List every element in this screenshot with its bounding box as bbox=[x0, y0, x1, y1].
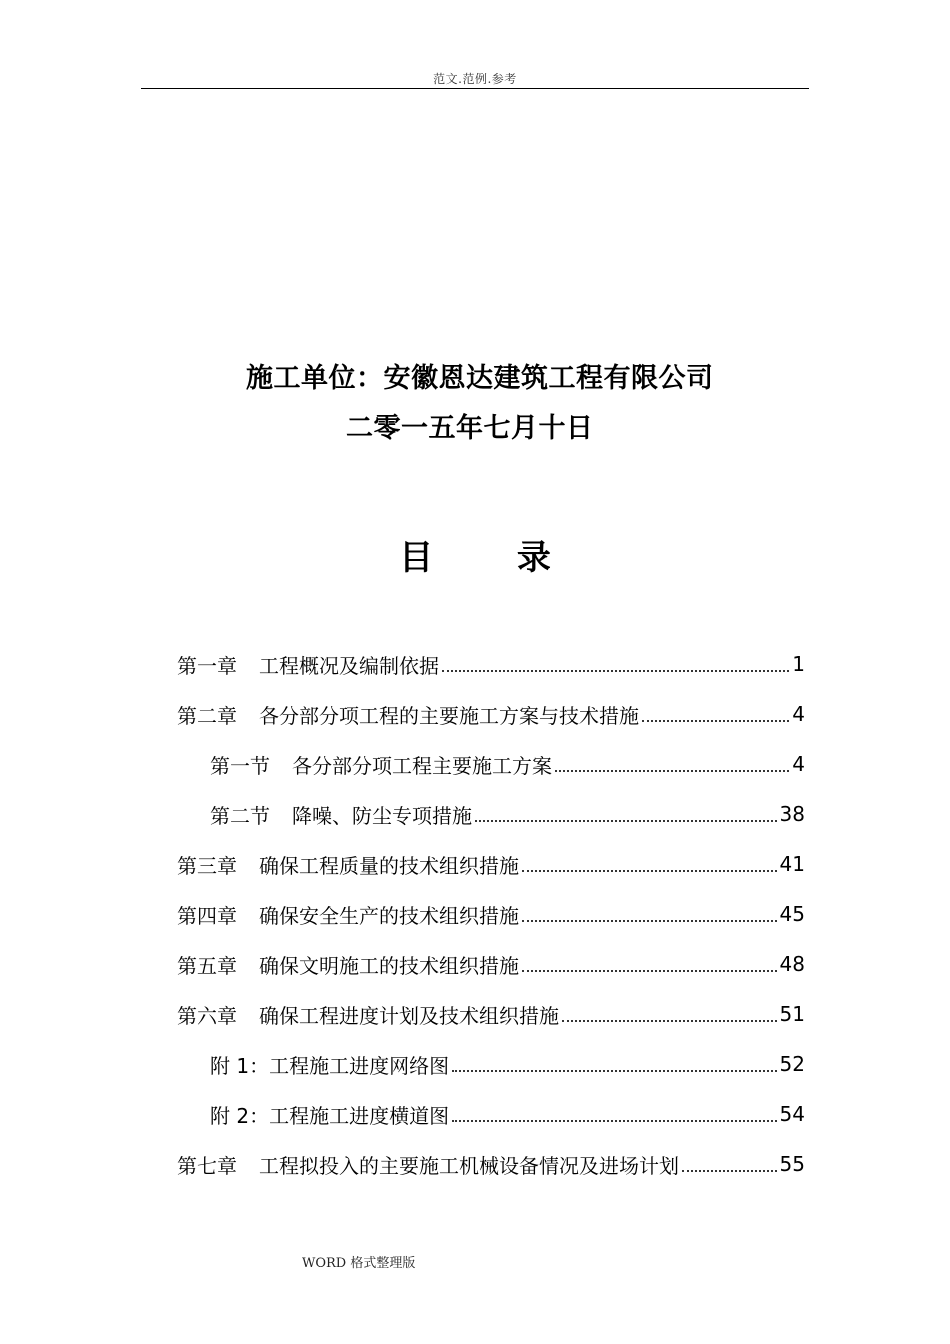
toc-leader-dots bbox=[555, 770, 789, 772]
toc-entry-page: 41 bbox=[779, 852, 805, 876]
toc-entry-page: 55 bbox=[779, 1152, 805, 1176]
document-date-line: 二零一五年七月十日 bbox=[346, 413, 594, 444]
toc-entry-page: 1 bbox=[792, 652, 805, 676]
toc-entry-title: 工程施工进度横道图 bbox=[269, 1103, 450, 1128]
page-header-text: 范文.范例.参考 bbox=[433, 72, 517, 86]
toc-entry[interactable] bbox=[177, 946, 805, 982]
toc-entry-title: 确保文明施工的技术组织措施 bbox=[259, 953, 519, 978]
toc-entry-number: 第一节 bbox=[210, 753, 270, 778]
toc-entry-title: 确保工程进度计划及技术组织措施 bbox=[259, 1003, 559, 1028]
header-divider bbox=[141, 88, 809, 89]
toc-entry-title: 各分部分项工程的主要施工方案与技术措施 bbox=[259, 703, 639, 728]
toc-entry-page: 4 bbox=[792, 752, 805, 776]
toc-leader-dots bbox=[522, 870, 777, 872]
toc-leader-dots bbox=[442, 670, 789, 672]
toc-leader-dots bbox=[562, 1020, 777, 1022]
toc-entry-page: 45 bbox=[779, 902, 805, 926]
toc-entry[interactable] bbox=[210, 1046, 805, 1082]
toc-leader-dots bbox=[452, 1070, 776, 1072]
toc-entry-title: 工程施工进度网络图 bbox=[269, 1053, 450, 1078]
toc-entry-title: 各分部分项工程主要施工方案 bbox=[292, 753, 552, 778]
toc-entry-number: 第一章 bbox=[177, 653, 237, 678]
toc-entry[interactable] bbox=[177, 646, 805, 682]
toc-entry[interactable] bbox=[177, 996, 805, 1032]
toc-entry-number: 附 2： bbox=[210, 1103, 270, 1128]
toc-entry-number: 第四章 bbox=[177, 903, 237, 928]
toc-entry-page: 4 bbox=[792, 702, 805, 726]
toc-entry[interactable] bbox=[210, 796, 805, 832]
toc-entry-page: 52 bbox=[779, 1052, 805, 1076]
toc-entry-title: 确保安全生产的技术组织措施 bbox=[259, 903, 519, 928]
toc-entry-title: 工程概况及编制依据 bbox=[259, 653, 439, 678]
toc-entry-page: 48 bbox=[779, 952, 805, 976]
toc-leader-dots bbox=[522, 970, 777, 972]
toc-entry-number: 第二章 bbox=[177, 703, 237, 728]
toc-title: 目 录 bbox=[399, 538, 587, 578]
toc-entry-page: 38 bbox=[779, 802, 805, 826]
toc-entry[interactable] bbox=[210, 746, 805, 782]
construction-unit-line: 施工单位：安徽恩达建筑工程有限公司 bbox=[246, 363, 714, 394]
page-footer-text: WORD 格式整理版 bbox=[302, 1256, 416, 1271]
toc-entry[interactable] bbox=[177, 896, 805, 932]
toc-entry-number: 第七章 bbox=[177, 1153, 237, 1178]
toc-entry-title: 降噪、防尘专项措施 bbox=[292, 803, 472, 828]
toc-entry-number: 第五章 bbox=[177, 953, 237, 978]
toc-entry-number: 第三章 bbox=[177, 853, 237, 878]
toc-leader-dots bbox=[642, 720, 789, 722]
toc-leader-dots bbox=[522, 920, 777, 922]
toc-entry[interactable] bbox=[177, 846, 805, 882]
toc-entry[interactable] bbox=[210, 1096, 805, 1132]
toc-entry-title: 工程拟投入的主要施工机械设备情况及进场计划 bbox=[259, 1153, 679, 1178]
toc-entry-page: 51 bbox=[779, 1002, 805, 1026]
toc-leader-dots bbox=[475, 820, 777, 822]
toc-entry-page: 54 bbox=[779, 1102, 805, 1126]
toc-entry-number: 第二节 bbox=[210, 803, 270, 828]
toc-entry-number: 附 1： bbox=[210, 1053, 270, 1078]
toc-entry-number: 第六章 bbox=[177, 1003, 237, 1028]
toc-leader-dots bbox=[452, 1120, 776, 1122]
toc-entry[interactable] bbox=[177, 1146, 805, 1182]
toc-entry[interactable] bbox=[177, 696, 805, 732]
toc-entry-title: 确保工程质量的技术组织措施 bbox=[259, 853, 519, 878]
toc-leader-dots bbox=[682, 1170, 777, 1172]
